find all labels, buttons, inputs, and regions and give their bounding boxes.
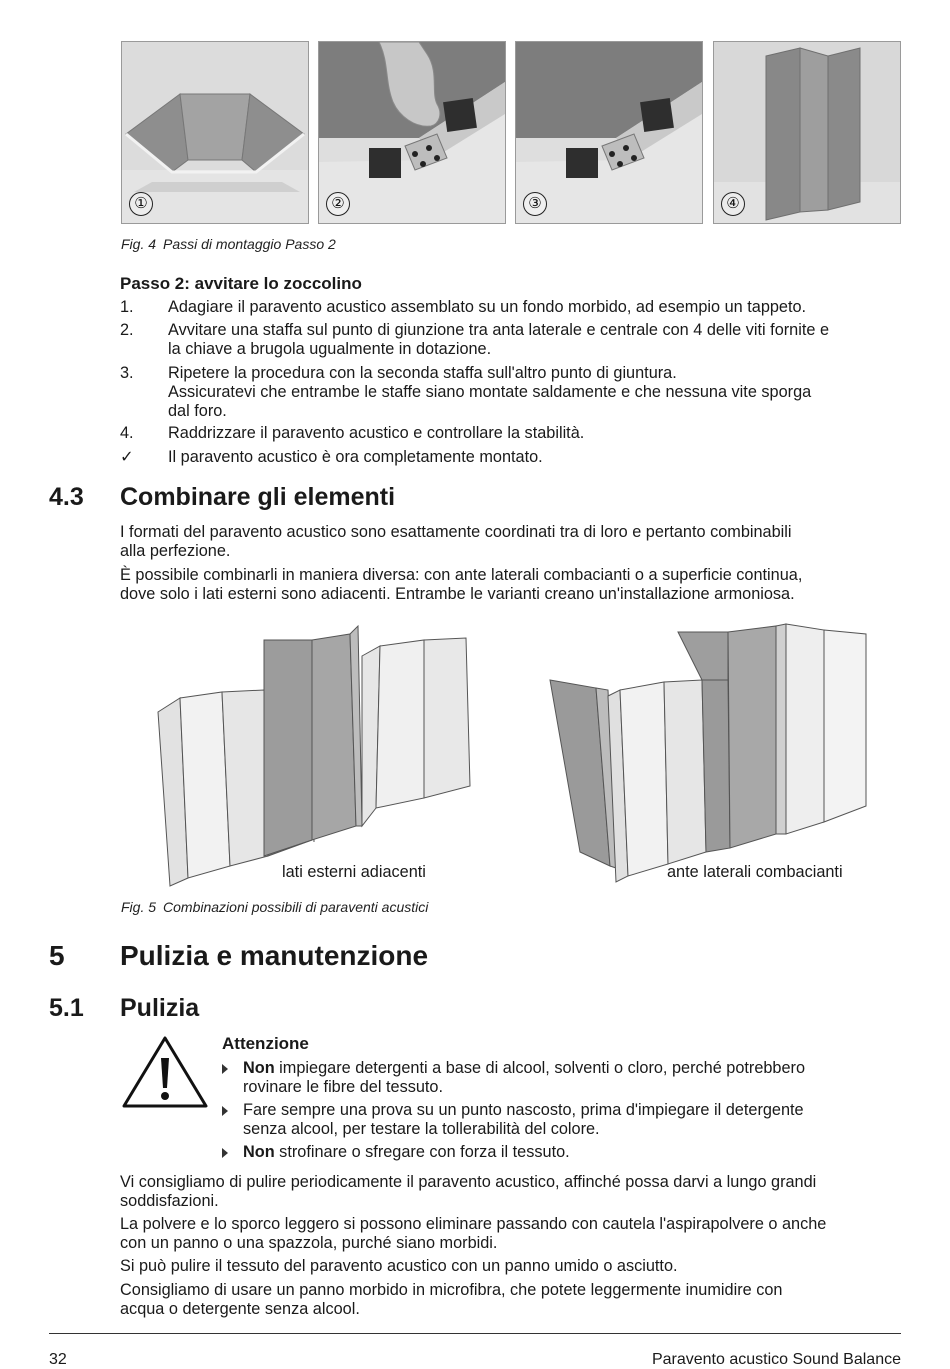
warning-item bbox=[222, 1059, 882, 1097]
step-photo-1 bbox=[121, 41, 309, 224]
paragraph bbox=[120, 1281, 910, 1319]
figure-caption-text: Passi di montaggio Passo 2 bbox=[163, 236, 336, 252]
text-line: dal foro. bbox=[168, 402, 227, 420]
text-line: Raddrizzare il paravento acustico e controllare la stabilità. bbox=[168, 424, 585, 442]
text-line: I formati del paravento acustico sono esattamente coordinati tra di loro e pertanto combinabili bbox=[120, 523, 792, 541]
emphasis: Non bbox=[243, 1059, 275, 1077]
bullet-arrow-icon bbox=[222, 1148, 228, 1158]
section-title: Combinare gli elementi bbox=[120, 483, 396, 511]
list-item bbox=[120, 298, 910, 317]
text-line: alla perfezione. bbox=[120, 542, 231, 560]
text-line: Si può pulire il tessuto del paravento acustico con un panno umido o asciutto. bbox=[120, 1257, 678, 1275]
list-item-number: 4. bbox=[120, 424, 134, 442]
figure-label-right: ante laterali combacianti bbox=[667, 863, 843, 881]
paragraph bbox=[120, 566, 910, 604]
text-line: la chiave a brugola ugualmente in dotazione. bbox=[168, 340, 492, 358]
text-line: Consigliamo di usare un panno morbido in microfibra, che potete leggermente inumidire con bbox=[120, 1281, 783, 1299]
step-photo-3 bbox=[515, 41, 703, 224]
footer-divider bbox=[49, 1333, 901, 1334]
figure-number: Fig. 4 bbox=[121, 236, 157, 252]
list-item bbox=[120, 321, 910, 359]
text-line: La polvere e lo sporco leggero si possono eliminare passando con cautela l'aspirapolvere o anche bbox=[120, 1215, 827, 1233]
list-item-number: 2. bbox=[120, 321, 134, 339]
paragraph bbox=[120, 1257, 910, 1276]
text-line: con un panno o una spazzola, purché siano morbidi. bbox=[120, 1234, 498, 1252]
text-line: senza alcool, per testare la tollerabilità del colore. bbox=[243, 1120, 600, 1138]
list-item-number: 3. bbox=[120, 364, 134, 382]
bullet-arrow-icon bbox=[222, 1064, 228, 1074]
text: strofinare o sfregare con forza il tessuto. bbox=[274, 1143, 570, 1161]
combination-matching-sides bbox=[550, 624, 866, 882]
list-item bbox=[120, 448, 910, 467]
text: impiegare detergenti a base di alcool, solventi o cloro, perché potrebbero bbox=[274, 1059, 806, 1077]
text-line bbox=[243, 1143, 882, 1162]
step-number-badge: ② bbox=[326, 192, 350, 216]
section-number: 5 bbox=[49, 940, 65, 971]
figure-caption-text: Combinazioni possibili di paraventi acustici bbox=[163, 899, 429, 915]
section-title: Pulizia e manutenzione bbox=[120, 940, 429, 971]
step-number-badge: ① bbox=[129, 192, 153, 216]
step-heading: Passo 2: avvitare lo zoccolino bbox=[120, 274, 362, 293]
step-photo-4 bbox=[713, 41, 901, 224]
section-title: Pulizia bbox=[120, 994, 200, 1022]
text-line: dove solo i lati esterni sono adiacenti. Entrambe le varianti creano un'installazione armoniosa. bbox=[120, 585, 795, 603]
warning-item bbox=[222, 1143, 882, 1162]
text-line: Il paravento acustico è ora completamente montato. bbox=[168, 448, 543, 466]
figure-number: Fig. 5 bbox=[121, 899, 157, 915]
screen-combination-illustration bbox=[140, 620, 880, 890]
text-line bbox=[243, 1059, 882, 1078]
footer-product-name: Paravento acustico Sound Balance bbox=[651, 1351, 901, 1368]
text-line: acqua o detergente senza alcool. bbox=[120, 1300, 360, 1318]
page-number: 32 bbox=[49, 1351, 67, 1368]
emphasis: Non bbox=[243, 1143, 275, 1161]
figure-label-left: lati esterni adiacenti bbox=[282, 863, 426, 881]
paragraph bbox=[120, 1173, 910, 1211]
text-line: rovinare le fibre del tessuto. bbox=[243, 1078, 444, 1096]
text-line: Vi consigliamo di pulire periodicamente il paravento acustico, affinché possa darvi a lungo grandi bbox=[120, 1173, 817, 1191]
text-line: Avvitare una staffa sul punto di giunzione tra anta laterale e centrale con 4 delle viti fornite e bbox=[168, 321, 830, 339]
section-number: 5.1 bbox=[49, 994, 84, 1022]
list-item bbox=[120, 424, 910, 443]
text-line: È possibile combinarli in maniera diversa: con ante laterali combacianti o a superficie continua, bbox=[120, 566, 803, 584]
section-number: 4.3 bbox=[49, 483, 84, 511]
step-photo-2 bbox=[318, 41, 506, 224]
warning-heading: Attenzione bbox=[222, 1034, 309, 1053]
combination-outer-sides bbox=[158, 626, 470, 886]
text-line: soddisfazioni. bbox=[120, 1192, 219, 1210]
checkmark-icon: ✓ bbox=[120, 448, 134, 466]
paragraph bbox=[120, 1215, 910, 1253]
step-number-badge: ④ bbox=[721, 192, 745, 216]
warning-triangle-icon bbox=[120, 1034, 210, 1110]
warning-item bbox=[222, 1101, 882, 1139]
text-line: Ripetere la procedura con la seconda staffa sull'altro punto di giuntura. bbox=[168, 364, 677, 382]
list-item bbox=[120, 364, 910, 421]
text-line: Fare sempre una prova su un punto nascosto, prima d'impiegare il detergente bbox=[243, 1101, 804, 1119]
figure-4-caption bbox=[121, 236, 336, 252]
step-number-badge: ③ bbox=[523, 192, 547, 216]
paragraph bbox=[120, 523, 910, 561]
bullet-arrow-icon bbox=[222, 1106, 228, 1116]
text-line: Assicuratevi che entrambe le staffe siano montate saldamente e che nessuna vite sporga bbox=[168, 383, 812, 401]
text-line: Adagiare il paravento acustico assemblato su un fondo morbido, ad esempio un tappeto. bbox=[168, 298, 807, 316]
list-item-number: 1. bbox=[120, 298, 134, 316]
figure-5-caption bbox=[121, 899, 428, 915]
